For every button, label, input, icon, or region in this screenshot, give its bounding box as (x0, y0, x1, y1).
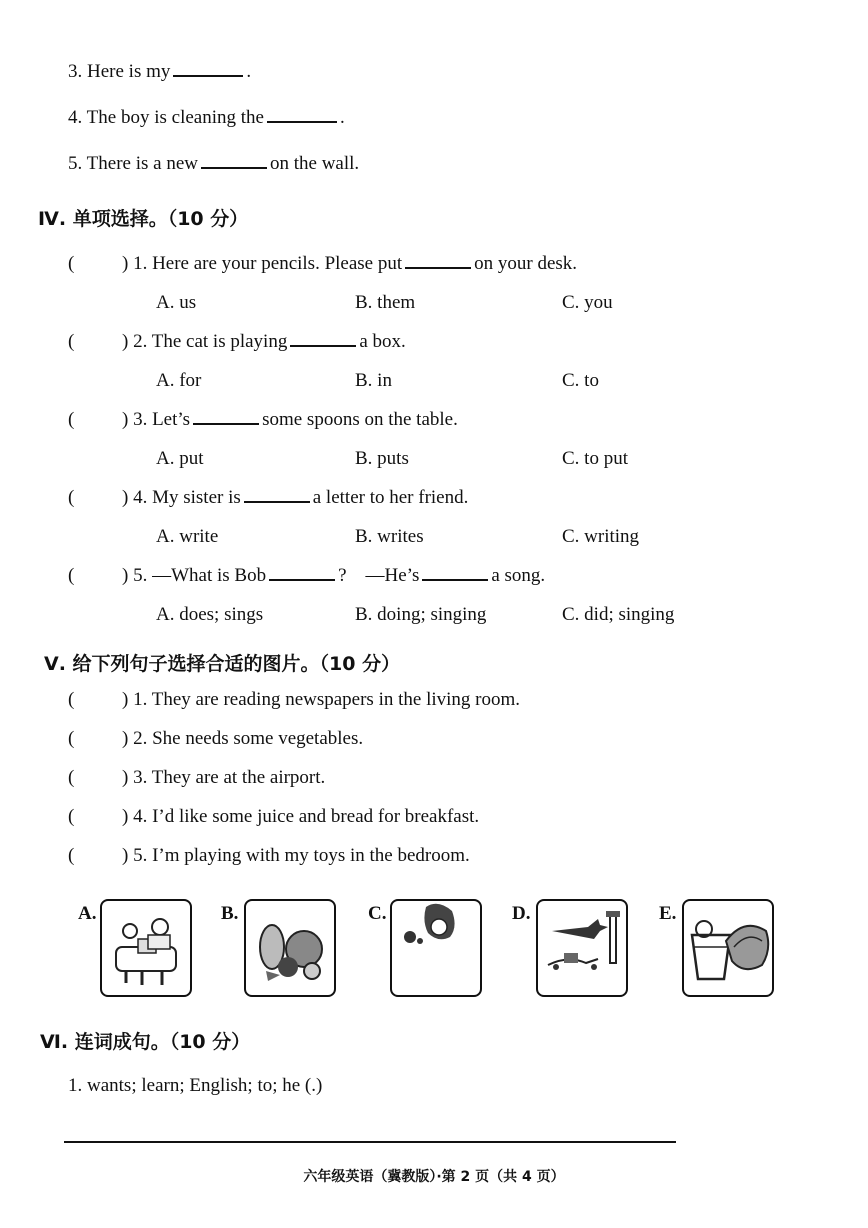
answer-paren[interactable]: ( (68, 565, 75, 586)
mc-option[interactable]: A. us (156, 292, 197, 313)
answer-paren[interactable]: ( (68, 767, 75, 788)
mc-question-3: ) 3. Let’s some spoons on the table. (122, 409, 458, 430)
answer-blank (244, 487, 310, 503)
answer-blank[interactable] (267, 107, 337, 123)
family-reading-icon (100, 899, 192, 997)
section-6-heading: Ⅵ. 连词成句。（10 分） (40, 1031, 251, 1053)
fill-blank-3: 3. Here is my . (68, 61, 252, 82)
answer-blank (405, 253, 471, 269)
mc-option[interactable]: C. to (562, 370, 599, 391)
answer-paren[interactable]: ( (68, 806, 75, 827)
section-5-heading: Ⅴ. 给下列句子选择合适的图片。（10 分） (44, 653, 401, 675)
picture-letter: C. (368, 903, 387, 924)
match-sentence-4: ) 4. I’d like some juice and bread for breakfast. (122, 806, 480, 827)
mc-option[interactable]: A. for (156, 370, 202, 391)
mc-option[interactable]: C. did; singing (562, 604, 675, 625)
match-sentence-2: ) 2. She needs some vegetables. (122, 728, 364, 749)
mc-option[interactable]: B. writes (355, 526, 424, 547)
answer-blank (193, 409, 259, 425)
answer-blank (422, 565, 488, 581)
match-sentence-3: ) 3. They are at the airport. (122, 767, 326, 788)
footer-divider (64, 1141, 676, 1143)
section-4-heading: Ⅳ. 单项选择。（10 分） (38, 208, 249, 230)
word-order-item-1: 1. wants; learn; English; to; he (.) (68, 1075, 323, 1096)
mc-question-4: ) 4. My sister is a letter to her friend. (122, 487, 469, 508)
match-sentence-1: ) 1. They are reading newspapers in the living room. (122, 689, 521, 710)
picture-letter: D. (512, 903, 531, 924)
mc-option[interactable]: B. in (355, 370, 392, 391)
mc-option[interactable]: A. write (156, 526, 219, 547)
answer-paren[interactable]: ( (68, 253, 75, 274)
answer-paren[interactable]: ( (68, 331, 75, 352)
mc-question-5: ) 5. —What is Bob ? —He’s a song. (122, 565, 546, 586)
mc-option[interactable]: C. writing (562, 526, 640, 547)
mc-option[interactable]: B. puts (355, 448, 409, 469)
page-footer: 六年级英语（冀教版）·第 2 页（共 4 页） (303, 1169, 565, 1185)
mc-option[interactable]: C. you (562, 292, 613, 313)
picture-letter: E. (659, 903, 677, 924)
answer-blank (269, 565, 335, 581)
answer-blank (290, 331, 356, 347)
mc-option[interactable]: B. doing; singing (355, 604, 487, 625)
answer-blank[interactable] (201, 153, 267, 169)
answer-paren[interactable]: ( (68, 689, 75, 710)
answer-paren[interactable]: ( (68, 487, 75, 508)
match-sentence-5: ) 5. I’m playing with my toys in the bedroom. (122, 845, 470, 866)
mc-question-2: ) 2. The cat is playing a box. (122, 331, 406, 352)
mc-option[interactable]: C. to put (562, 448, 628, 469)
picture-letter: A. (78, 903, 97, 924)
mc-question-1: ) 1. Here are your pencils. Please put on your desk. (122, 253, 578, 274)
mc-option[interactable]: A. does; sings (156, 604, 264, 625)
girl-with-toy-icon (390, 899, 482, 997)
answer-blank[interactable] (173, 61, 243, 77)
airport-icon (536, 899, 628, 997)
vegetables-icon (244, 899, 336, 997)
mc-option[interactable]: A. put (156, 448, 204, 469)
fill-blank-4: 4. The boy is cleaning the . (68, 107, 345, 128)
fill-blank-5: 5. There is a new on the wall. (68, 153, 360, 174)
answer-paren[interactable]: ( (68, 409, 75, 430)
juice-and-bread-icon (682, 899, 774, 997)
mc-option[interactable]: B. them (355, 292, 416, 313)
picture-letter: B. (221, 903, 239, 924)
answer-paren[interactable]: ( (68, 728, 75, 749)
answer-paren[interactable]: ( (68, 845, 75, 866)
